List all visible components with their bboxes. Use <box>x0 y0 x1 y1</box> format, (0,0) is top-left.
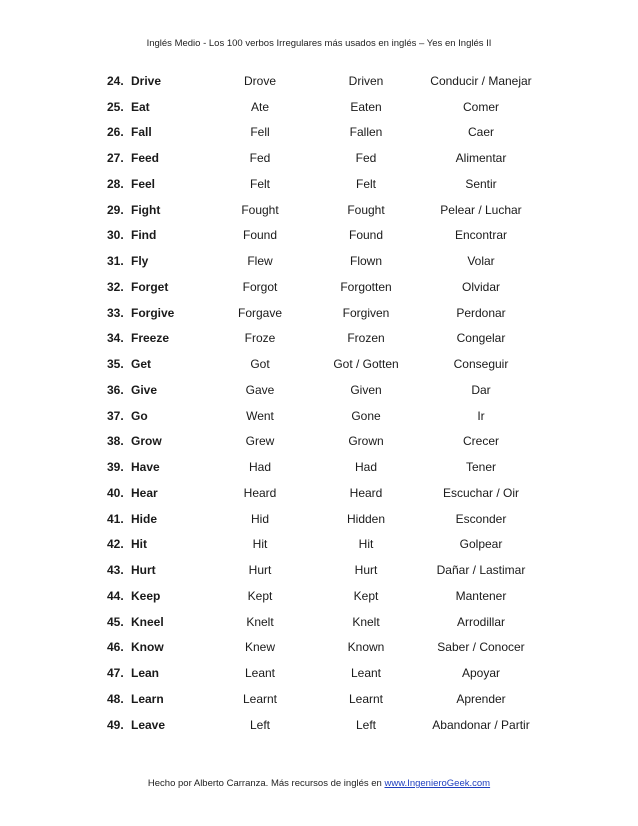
verb-spanish-translation: Alimentar <box>455 151 507 166</box>
verb-base-form: Hide <box>131 511 158 526</box>
verb-past-simple: Fought <box>241 202 279 217</box>
table-row <box>107 94 547 120</box>
table-row <box>107 171 547 197</box>
verb-spanish-translation: Congelar <box>456 331 506 346</box>
irregular-verbs-table <box>107 68 547 738</box>
verb-number: 42. <box>107 537 124 552</box>
verb-number: 39. <box>107 460 124 475</box>
verb-number: 48. <box>107 691 124 706</box>
verb-past-participle: Left <box>355 717 376 732</box>
verb-spanish-translation: Tener <box>465 460 497 475</box>
verb-base-form: Forgive <box>131 305 175 320</box>
verb-number: 31. <box>107 254 124 269</box>
verb-base-form: Fall <box>131 125 152 140</box>
table-row <box>107 429 547 455</box>
verb-base-form: Lean <box>131 666 160 681</box>
verb-spanish-translation: Conseguir <box>453 357 509 372</box>
verb-spanish-translation: Abandonar / Partir <box>432 717 530 732</box>
table-row <box>107 377 547 403</box>
verb-base-form: Eat <box>131 99 150 114</box>
verb-past-participle: Grown <box>348 434 384 449</box>
verb-past-participle: Leant <box>350 666 382 681</box>
verb-spanish-translation: Sentir <box>465 176 497 191</box>
table-row <box>107 248 547 274</box>
table-row <box>107 300 547 326</box>
verb-number: 29. <box>107 202 124 217</box>
verb-number: 36. <box>107 382 124 397</box>
table-row <box>107 506 547 532</box>
verb-past-simple: Grew <box>245 434 275 449</box>
verb-past-simple: Ate <box>250 99 269 114</box>
verb-base-form: Kneel <box>131 614 164 629</box>
verb-number: 37. <box>107 408 124 423</box>
footer-text: Hecho por Alberto Carranza. Más recursos de inglés en <box>147 778 385 789</box>
verb-base-form: Learn <box>131 691 164 706</box>
verb-past-participle: Got / Gotten <box>333 357 399 372</box>
table-row <box>107 557 547 583</box>
verb-past-participle: Heard <box>349 485 383 500</box>
verb-base-form: Give <box>131 382 158 397</box>
verb-number: 47. <box>107 666 124 681</box>
verb-number: 45. <box>107 614 124 629</box>
verb-past-simple: Forgave <box>237 305 283 320</box>
verb-past-participle: Eaten <box>350 99 382 114</box>
verb-base-form: Have <box>131 460 160 475</box>
verb-number: 38. <box>107 434 124 449</box>
verb-spanish-translation: Conducir / Manejar <box>430 73 532 88</box>
verb-past-simple: Felt <box>249 176 270 191</box>
verb-number: 26. <box>107 125 124 140</box>
table-row <box>107 454 547 480</box>
verb-past-participle: Frozen <box>347 331 385 346</box>
verb-past-participle: Given <box>350 382 382 397</box>
verb-base-form: Hear <box>131 485 158 500</box>
verb-spanish-translation: Pelear / Luchar <box>440 202 522 217</box>
table-row <box>107 686 547 712</box>
verb-spanish-translation: Esconder <box>455 511 507 526</box>
verb-number: 34. <box>107 331 124 346</box>
verb-base-form: Leave <box>131 717 166 732</box>
verb-number: 40. <box>107 485 124 500</box>
verb-past-participle: Gone <box>351 408 381 423</box>
verb-past-participle: Driven <box>348 73 384 88</box>
verb-past-simple: Drove <box>243 73 276 88</box>
verb-number: 27. <box>107 151 124 166</box>
table-row <box>107 120 547 146</box>
footer-link[interactable]: www.IngenieroGeek.com <box>384 778 491 789</box>
table-row <box>107 712 547 738</box>
verb-spanish-translation: Arrodillar <box>456 614 505 629</box>
verb-spanish-translation: Perdonar <box>456 305 506 320</box>
table-row <box>107 145 547 171</box>
verb-table-body <box>107 68 547 738</box>
verb-base-form: Go <box>131 408 148 423</box>
page-header: Inglés Medio - Los 100 verbos Irregulares más usados en inglés – Yes en Inglés II <box>146 38 492 49</box>
table-row <box>107 480 547 506</box>
table-row <box>107 68 547 94</box>
verb-base-form: Hit <box>131 537 147 552</box>
verb-past-participle: Flown <box>349 254 382 269</box>
verb-spanish-translation: Mantener <box>455 588 507 603</box>
verb-spanish-translation: Crecer <box>462 434 499 449</box>
table-row <box>107 609 547 635</box>
verb-number: 28. <box>107 176 124 191</box>
verb-past-simple: Found <box>242 228 278 243</box>
verb-number: 32. <box>107 279 124 294</box>
page-footer <box>0 778 638 789</box>
table-row <box>107 326 547 352</box>
verb-base-form: Fly <box>131 254 149 269</box>
verb-past-simple: Hurt <box>248 563 272 578</box>
verb-past-simple: Knew <box>244 640 276 655</box>
verb-spanish-translation: Encontrar <box>454 228 508 243</box>
verb-past-simple: Learnt <box>242 691 278 706</box>
verb-past-participle: Kept <box>353 588 379 603</box>
verb-past-participle: Felt <box>355 176 376 191</box>
verb-spanish-translation: Golpear <box>459 537 503 552</box>
verb-spanish-translation: Caer <box>467 125 494 140</box>
verb-number: 33. <box>107 305 124 320</box>
verb-past-simple: Froze <box>244 331 276 346</box>
verb-past-participle: Had <box>354 460 377 475</box>
verb-number: 25. <box>107 99 124 114</box>
table-row <box>107 197 547 223</box>
verb-past-participle: Forgotten <box>340 279 392 294</box>
verb-past-simple: Fell <box>250 125 270 140</box>
verb-base-form: Get <box>131 357 152 372</box>
verb-spanish-translation: Aprender <box>456 691 506 706</box>
verb-past-simple: Left <box>249 717 270 732</box>
verb-spanish-translation: Comer <box>462 99 499 114</box>
verb-past-participle: Learnt <box>348 691 384 706</box>
verb-past-participle: Fallen <box>349 125 383 140</box>
verb-past-simple: Forgot <box>242 279 278 294</box>
verb-past-participle: Fed <box>355 151 377 166</box>
verb-past-participle: Fought <box>347 202 385 217</box>
verb-past-participle: Hurt <box>354 563 378 578</box>
verb-number: 46. <box>107 640 124 655</box>
verb-number: 35. <box>107 357 124 372</box>
verb-past-participle: Found <box>348 228 384 243</box>
verb-base-form: Feel <box>131 176 156 191</box>
verb-past-simple: Gave <box>245 382 275 397</box>
verb-past-simple: Went <box>246 408 274 423</box>
verb-spanish-translation: Olvidar <box>461 279 500 294</box>
verb-number: 43. <box>107 563 124 578</box>
verb-base-form: Forget <box>131 279 169 294</box>
verb-past-simple: Hit <box>252 537 268 552</box>
verb-past-simple: Got <box>250 357 270 372</box>
verb-past-simple: Leant <box>244 666 276 681</box>
verb-past-participle: Hit <box>358 537 374 552</box>
table-row <box>107 223 547 249</box>
verb-base-form: Find <box>131 228 157 243</box>
table-row <box>107 660 547 686</box>
verb-base-form: Keep <box>131 588 161 603</box>
verb-past-participle: Knelt <box>352 614 380 629</box>
verb-number: 49. <box>107 717 124 732</box>
verb-past-simple: Had <box>248 460 271 475</box>
verb-past-simple: Heard <box>243 485 277 500</box>
table-row <box>107 532 547 558</box>
verb-spanish-translation: Saber / Conocer <box>437 640 525 655</box>
verb-past-simple: Fed <box>249 151 271 166</box>
verb-number: 41. <box>107 511 124 526</box>
verb-base-form: Grow <box>131 434 162 449</box>
verb-base-form: Freeze <box>131 331 170 346</box>
verb-base-form: Feed <box>131 151 160 166</box>
verb-base-form: Fight <box>131 202 161 217</box>
verb-past-simple: Kept <box>247 588 273 603</box>
verb-spanish-translation: Escuchar / Oir <box>442 485 520 500</box>
verb-spanish-translation: Volar <box>467 254 495 269</box>
verb-base-form: Know <box>131 640 164 655</box>
verb-past-participle: Known <box>347 640 385 655</box>
verb-spanish-translation: Dar <box>471 382 491 397</box>
verb-past-participle: Forgiven <box>342 305 390 320</box>
verb-spanish-translation: Dañar / Lastimar <box>436 563 526 578</box>
table-row <box>107 583 547 609</box>
verb-past-simple: Flew <box>247 254 273 269</box>
verb-base-form: Drive <box>131 73 162 88</box>
verb-past-simple: Hid <box>250 511 269 526</box>
table-row <box>107 274 547 300</box>
table-row <box>107 635 547 661</box>
verb-number: 44. <box>107 588 124 603</box>
verb-spanish-translation: Apoyar <box>461 666 501 681</box>
verb-past-participle: Hidden <box>346 511 386 526</box>
verb-number: 24. <box>107 73 124 88</box>
verb-number: 30. <box>107 228 124 243</box>
table-row <box>107 351 547 377</box>
verb-past-simple: Knelt <box>246 614 274 629</box>
table-row <box>107 403 547 429</box>
verb-base-form: Hurt <box>131 563 156 578</box>
verb-spanish-translation: Ir <box>477 408 485 423</box>
